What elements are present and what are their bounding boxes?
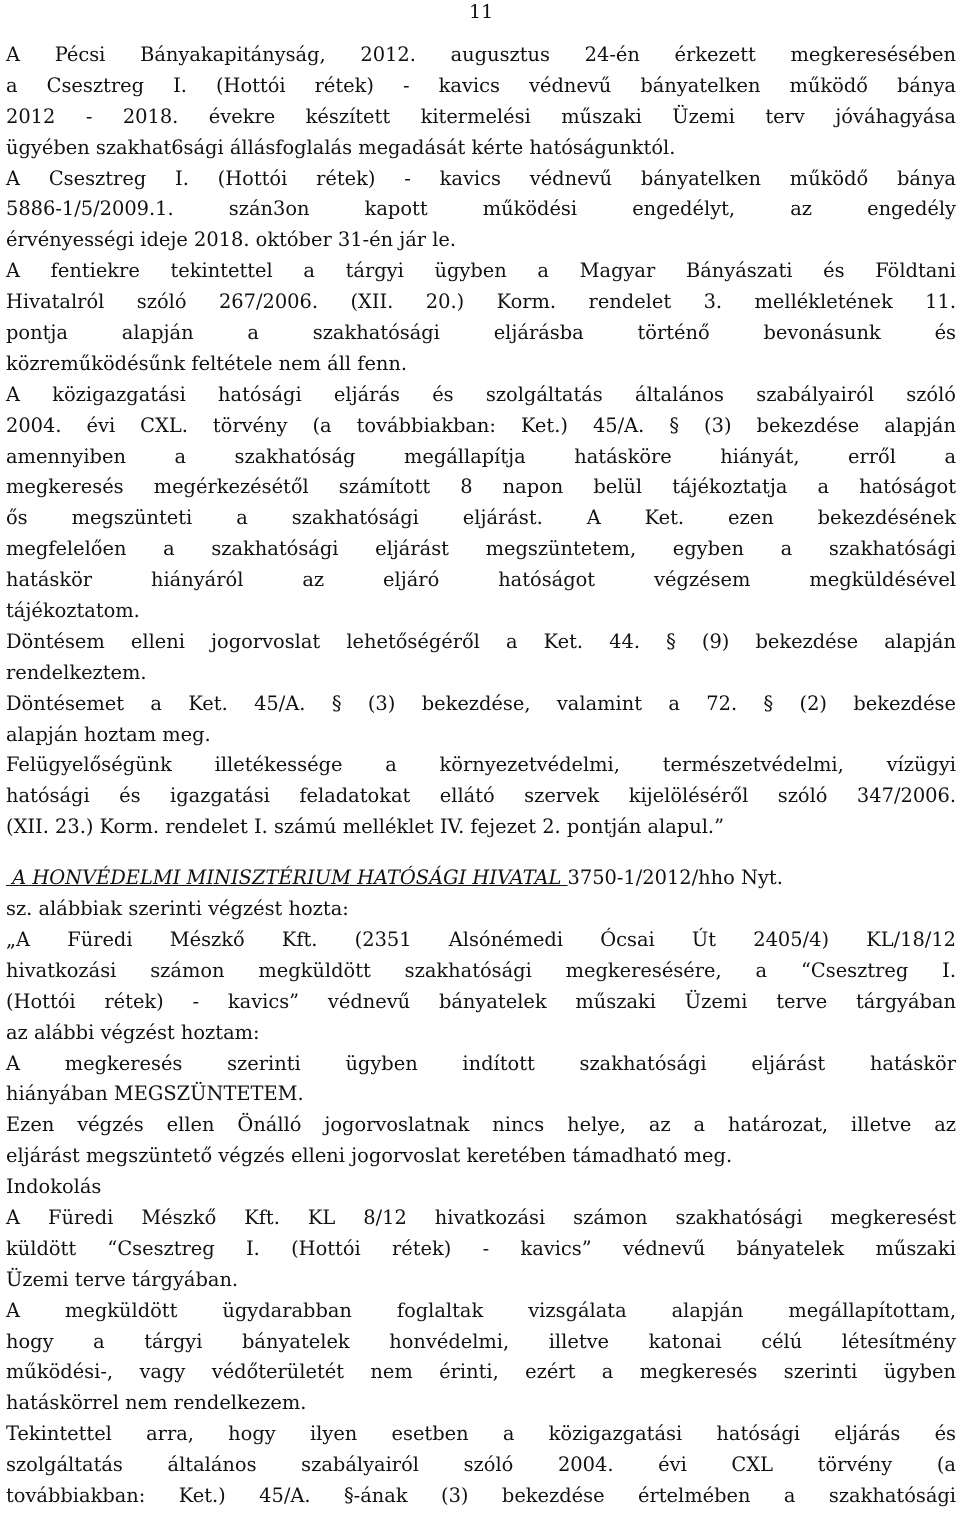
reference-number: 3750-1/2012/hho Nyt. <box>567 866 783 890</box>
section-after-heading <box>6 894 956 1512</box>
text-line: amennyiben a szakhatóság megállapítja hatásköre hiányát, erről a <box>6 444 956 468</box>
text-line: Döntésemet a Ket. 45/A. § (3) bekezdése, valamint a 72. § (2) bekezdése <box>6 691 956 715</box>
text-line: A Füredi Mészkő Kft. KL 8/12 hivatkozási számon szakhatósági megkeresést <box>6 1205 956 1229</box>
text-line: működési-, vagy védőterületét nem érinti, ezért a megkeresés szerinti ügyben <box>6 1360 956 1384</box>
text-line: ős megszünteti a szakhatósági eljárást. A Ket. ezen bekezdésének <box>6 506 956 530</box>
text-line: a Csesztreg I. (Hottói rétek) - kavics védnevű bányatelken működő bánya <box>6 73 956 97</box>
text-line: „A Füredi Mészkő Kft. (2351 Alsónémedi Ócsai Út 2405/4) KL/18/12 <box>6 927 956 951</box>
spacer <box>6 843 956 863</box>
text-line: A Csesztreg I. (Hottói rétek) - kavics védnevű bányatelken működő bánya <box>6 166 956 190</box>
text-line: ügyében szakhat6sági állásfoglalás megadását kérte hatóságunktól. <box>6 135 676 159</box>
text-line: Tekintettel arra, hogy ilyen esetben a közigazgatási hatósági eljárás és <box>6 1422 956 1446</box>
text-line: szolgáltatás általános szabályairól szóló 2004. évi CXL törvény (a <box>6 1453 956 1477</box>
paragraph <box>6 894 956 925</box>
section-before-heading <box>6 40 956 843</box>
paragraph <box>6 1049 956 1111</box>
paragraph <box>6 1110 956 1172</box>
text-line: hatáskör hiányáról az eljáró hatóságot végzésem megküldésével <box>6 568 956 592</box>
text-line: hivatkozási számon megküldött szakhatósági megkeresésére, a “Csesztreg I. <box>6 958 956 982</box>
text-line: Felügyelőségünk illetékessége a környezetvédelmi, természetvédelmi, vízügyi <box>6 753 956 777</box>
text-line: A megküldött ügydarabban foglaltak vizsgálata alapján megállapítottam, <box>6 1298 956 1322</box>
authority-heading-line <box>6 863 956 894</box>
text-line: Üzemi terve tárgyában. <box>6 1267 239 1291</box>
text-line: hatáskörrel nem rendelkezem. <box>6 1391 307 1415</box>
text-line: Hivatalról szóló 267/2006. (XII. 20.) Korm. rendelet 3. mellékletének 11. <box>6 290 956 314</box>
text-line: rendelkeztem. <box>6 660 147 684</box>
text-line: tájékoztatom. <box>6 599 140 623</box>
paragraph <box>6 750 956 843</box>
paragraph <box>6 925 956 1049</box>
text-line: továbbiakban: Ket.) 45/A. §-ának (3) bekezdése értelmében a szakhatósági <box>6 1483 956 1507</box>
text-line: megfelelően a szakhatósági eljárást megszüntetem, egyben a szakhatósági <box>6 537 956 561</box>
paragraph <box>6 256 956 380</box>
paragraph <box>6 380 956 627</box>
paragraph <box>6 1172 956 1203</box>
text-line: A közigazgatási hatósági eljárás és szolgáltatás általános szabályairól szóló <box>6 382 956 406</box>
text-line: érvényességi ideje 2018. október 31-én jár le. <box>6 228 457 252</box>
text-line: (Hottói rétek) - kavics” védnevű bányatelek műszaki Üzemi terve tárgyában <box>6 989 956 1013</box>
authority-heading: A HONVÉDELMI MINISZTÉRIUM HATÓSÁGI HIVATAL <box>6 866 568 890</box>
paragraph <box>6 689 956 751</box>
paragraph <box>6 164 956 257</box>
text-line: Indokolás <box>6 1175 102 1199</box>
text-line: az alábbi végzést hoztam: <box>6 1020 260 1044</box>
paragraph <box>6 1203 956 1296</box>
text-line: megkeresés megérkezésétől számított 8 napon belül tájékoztatja a hatóságot <box>6 475 956 499</box>
text-line: A megkeresés szerinti ügyben indított szakhatósági eljárást hatáskör <box>6 1051 956 1075</box>
text-line: Döntésem elleni jogorvoslat lehetőségéről a Ket. 44. § (9) bekezdése alapján <box>6 629 956 653</box>
page-number: 11 <box>469 1 494 23</box>
text-line: 2012 - 2018. évekre készített kitermelési műszaki Üzemi terv jóváhagyása <box>6 104 956 128</box>
document-body <box>6 40 956 1512</box>
text-line: 5886-1/5/2009.1. szán3on kapott működési engedélyt, az engedély <box>6 197 956 221</box>
paragraph <box>6 1419 956 1512</box>
text-line: A Pécsi Bányakapitányság, 2012. augusztus 24-én érkezett megkeresésében <box>6 43 956 66</box>
text-line: eljárást megszüntető végzés elleni jogorvoslat keretében támadható meg. <box>6 1144 733 1168</box>
text-line: Ezen végzés ellen Önálló jogorvoslatnak nincs helye, az a határozat, illetve az <box>6 1113 956 1137</box>
text-line: sz. alábbiak szerinti végzést hozta: <box>6 897 349 921</box>
text-line: közreműködésűnk feltétele nem áll fenn. <box>6 351 408 375</box>
text-line: 2004. évi CXL. törvény (a továbbiakban: Ket.) 45/A. § (3) bekezdése alapján <box>6 413 956 437</box>
paragraph <box>6 1296 956 1420</box>
text-line: alapján hoztam meg. <box>6 722 211 746</box>
paragraph <box>6 627 956 689</box>
text-line: hatósági és igazgatási feladatokat ellátó szervek kijelöléséről szóló 347/2006. <box>6 784 956 808</box>
text-line: küldött “Csesztreg I. (Hottói rétek) - kavics” védnevű bányatelek műszaki <box>6 1236 956 1260</box>
text-line: pontja alapján a szakhatósági eljárásba történő bevonásunk és <box>6 321 956 345</box>
text-line: hiányában MEGSZÜNTETEM. <box>6 1082 304 1106</box>
paragraph <box>6 40 956 164</box>
text-line: hogy a tárgyi bányatelek honvédelmi, illetve katonai célú létesítmény <box>6 1329 956 1353</box>
text-line: A fentiekre tekintettel a tárgyi ügyben a Magyar Bányászati és Földtani <box>6 259 956 283</box>
text-line: (XII. 23.) Korm. rendelet I. számú melléklet IV. fejezet 2. pontján alapul.” <box>6 815 724 839</box>
